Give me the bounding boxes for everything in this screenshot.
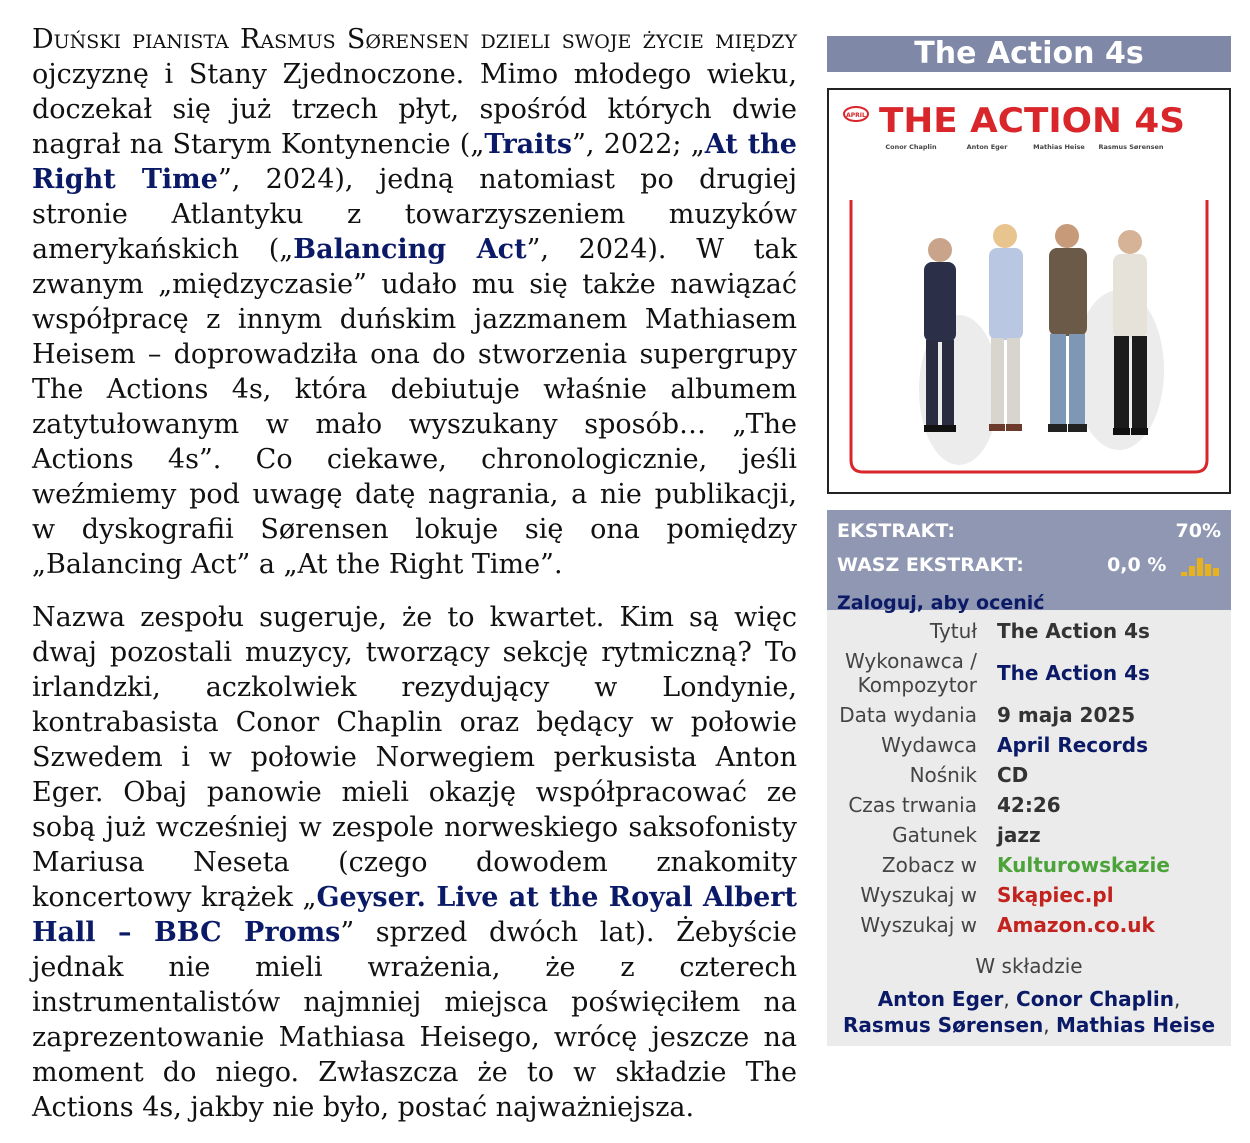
cover-name: Conor Chaplin	[885, 143, 937, 151]
info-key: Wydawca	[881, 733, 977, 757]
album-cover[interactable]	[827, 88, 1231, 494]
info-key: Nośnik	[909, 763, 977, 787]
lineup-separator: ,	[1043, 1013, 1056, 1037]
amazon-link[interactable]: Amazon.co.uk	[997, 913, 1155, 937]
info-row	[827, 790, 1231, 820]
lead-smallcaps: Duński pianista Rasmus Sørensen dzieli swoje życie między	[32, 24, 797, 55]
album-cover-art	[829, 90, 1229, 492]
info-row	[827, 730, 1231, 760]
text-run: Nazwa zespołu sugeruje, że to kwartet. Kim są więc dwaj pozostali muzycy, tworzący sekcję rytmiczną? To irlandzki, aczkolwiek rezydujący w Londynie, kontrabasista Conor Chaplin oraz będący w połowie Szwedem i w połowie Norwegiem perkusista Anton Eger. Obaj panowie mieli okazję współpracować ze sobą już wcześniej w zespole norweskiego saksofonisty Mariusa Neseta (czego dowodem znakomity koncertowy krążek „	[32, 602, 797, 913]
info-row	[827, 700, 1231, 730]
text-run: ” sprzed dwóch lat). Żebyście jednak nie mieli wrażenia, że z czterech instrumentalistów najmniej miejsca poświęciłem na zaprezentowanie Mathiasa Heisego, wrócę jeszcze na moment do niego. Zwłaszcza że to w składzie The Actions 4s, jakby nie było, postać najważniejsza.	[32, 917, 797, 1123]
ekstrakt-label: EKSTRAKT:	[837, 520, 955, 542]
info-key: Zobacz w	[881, 853, 977, 877]
info-row	[827, 616, 1231, 646]
wasz-ekstrakt-row	[837, 550, 1221, 584]
info-value: 42:26	[997, 793, 1061, 817]
info-value: CD	[997, 763, 1029, 787]
info-row	[827, 760, 1231, 790]
ekstrakt-row	[837, 516, 1221, 550]
album-info	[827, 610, 1231, 1046]
info-row	[827, 646, 1231, 700]
cover-name: Mathias Heise	[1033, 143, 1085, 151]
text-run: ”, 2022; „	[572, 129, 705, 160]
cover-logo-text: APRIL	[846, 112, 866, 119]
info-key: Gatunek	[892, 823, 977, 847]
text-run: ”, 2024), jedną natomiast po drugiej stronie Atlantyku z towarzyszeniem muzyków amerykańskich („	[32, 164, 797, 265]
lineup-separator: ,	[1003, 987, 1017, 1011]
skapiec-link[interactable]: Skąpiec.pl	[997, 883, 1114, 907]
login-to-rate-link[interactable]: Zaloguj, aby ocenić	[837, 592, 1045, 614]
info-key: Czas trwania	[848, 793, 977, 817]
info-key: Tytuł	[929, 619, 977, 643]
link-traits[interactable]: Traits	[484, 129, 573, 160]
text-run: ”, 2024). W tak zwanym „międzyczasie” udało mu się także nawiązać współpracę z innym duńskim jazzmanem Mathiasem Heisem – doprowadziła ona do stworzenia supergrupy The Actions 4s, która debiutuje właśnie albumem zatytułowanym w mało wyszukany sposób… „The Actions 4s”. Co ciekawe, chronologicznie, jeśli weźmiemy pod uwagę datę nagrania, a nie publikacji, w dyskografii Sørensen lokuje się ona pomiędzy „Balancing Act” a „At the Right Time”.	[32, 234, 797, 580]
info-row	[827, 820, 1231, 850]
artist-link[interactable]: The Action 4s	[997, 661, 1150, 685]
paragraph-2	[32, 600, 797, 1125]
wasz-ekstrakt-value: 0,0 %	[1107, 554, 1167, 576]
wasz-ekstrakt-wrap	[1107, 550, 1221, 584]
info-key: Wyszukaj w	[860, 913, 977, 937]
lineup-member-link[interactable]: Rasmus Sørensen	[842, 1013, 1044, 1037]
lineup-member-link[interactable]: Anton Eger	[877, 987, 1004, 1011]
info-value: 9 maja 2025	[997, 703, 1136, 727]
rating-panel	[827, 510, 1231, 614]
info-row	[827, 850, 1231, 880]
link-geyser[interactable]: Geyser. Live at the Royal Albert Hall – BBC Proms	[32, 882, 797, 948]
album-info-table	[827, 616, 1231, 940]
cover-name: Anton Eger	[966, 143, 1008, 151]
rating-bars-icon[interactable]	[1181, 554, 1221, 578]
info-row	[827, 910, 1231, 940]
sidebar-title: The Action 4s	[827, 36, 1231, 72]
wasz-ekstrakt-label: WASZ EKSTRAKT:	[837, 554, 1024, 576]
lineup-member-link[interactable]: Mathias Heise	[1055, 1013, 1216, 1037]
ekstrakt-value: 70%	[1175, 520, 1221, 542]
link-at-the-right-time[interactable]: At the Right Time	[32, 129, 797, 195]
lineup-separator: ,	[1173, 987, 1181, 1011]
info-value: The Action 4s	[997, 619, 1150, 643]
lineup-member-link[interactable]: Conor Chaplin	[1016, 987, 1174, 1011]
article-body	[32, 22, 797, 1143]
info-key: Wyszukaj w	[860, 883, 977, 907]
cover-name: Rasmus Sørensen	[1098, 143, 1164, 151]
lineup-heading: W składzie	[975, 954, 1083, 978]
info-key: Wykonawca / Kompozytor	[844, 649, 977, 697]
publisher-link[interactable]: April Records	[997, 733, 1148, 757]
lineup-list	[827, 986, 1231, 1038]
paragraph-1	[32, 22, 797, 582]
link-balancing-act[interactable]: Balancing Act	[293, 234, 527, 265]
info-value: jazz	[997, 823, 1041, 847]
kulturowskaz-link[interactable]: Kulturowskazie	[997, 853, 1170, 877]
info-key: Data wydania	[839, 703, 977, 727]
info-row	[827, 880, 1231, 910]
cover-band-title: THE ACTION 4S	[879, 101, 1185, 141]
album-sidebar	[827, 36, 1231, 1046]
text-run: ojczyznę i Stany Zjednoczone. Mimo młodego wieku, doczekał się już trzech płyt, spośród których dwie nagrał na Starym Kontynencie („	[32, 59, 797, 160]
